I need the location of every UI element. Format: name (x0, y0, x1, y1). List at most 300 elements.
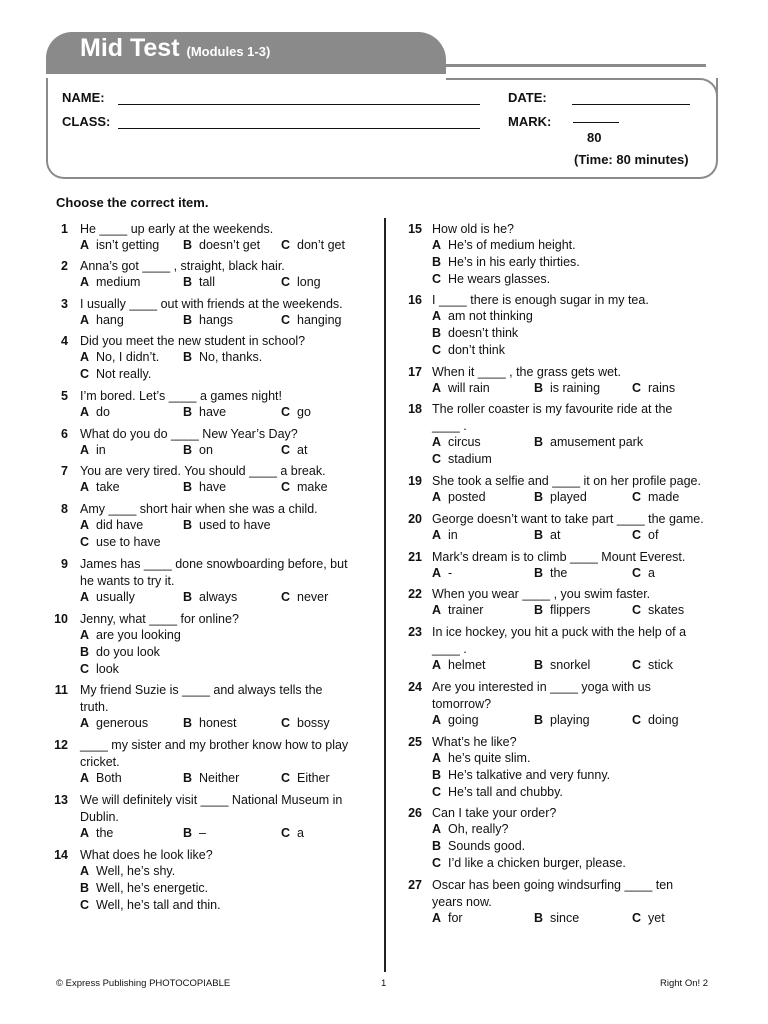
answer-option-c[interactable] (432, 452, 492, 466)
option-text: at (297, 443, 308, 457)
option-text: circus (448, 435, 481, 449)
mark-field[interactable] (573, 122, 619, 123)
option-text: Well, he’s tall and thin. (96, 898, 221, 912)
option-text: I’d like a chicken burger, please. (448, 856, 626, 870)
column-divider (384, 218, 386, 972)
option-letter: A (80, 443, 90, 457)
option-letter: A (80, 590, 90, 604)
option-text: He’s in his early thirties. (448, 255, 580, 269)
option-letter: B (432, 768, 442, 782)
option-text: amusement park (550, 435, 644, 449)
answer-option-c[interactable] (281, 480, 328, 494)
answer-option-a[interactable] (432, 713, 479, 727)
option-letter: C (632, 566, 642, 580)
question-number: 26 (408, 806, 422, 820)
answer-option-a[interactable] (432, 435, 481, 449)
option-text: played (550, 490, 587, 504)
answer-option-b[interactable] (534, 435, 643, 449)
class-field[interactable] (118, 128, 480, 129)
option-letter: B (183, 480, 193, 494)
question-number: 19 (408, 474, 422, 488)
option-letter: A (432, 713, 442, 727)
option-text: are you looking (96, 628, 181, 642)
option-letter: C (281, 716, 291, 730)
option-letter: A (80, 628, 90, 642)
option-text: do (96, 405, 110, 419)
option-letter: C (632, 603, 642, 617)
answer-option-a[interactable] (432, 528, 458, 542)
option-text: Both (96, 771, 122, 785)
option-letter: A (432, 435, 442, 449)
answer-option-b[interactable] (432, 326, 518, 340)
option-text: He’s talkative and very funny. (448, 768, 611, 782)
option-letter: C (632, 528, 642, 542)
option-letter: C (432, 452, 442, 466)
question-number: 6 (61, 427, 68, 441)
question-number: 8 (61, 502, 68, 516)
question-text-continued: cricket. (80, 755, 120, 769)
option-text: doing (648, 713, 679, 727)
answer-option-c[interactable] (281, 771, 330, 785)
option-text: go (297, 405, 311, 419)
option-text: don’t get (297, 238, 345, 252)
question-text: What does he look like? (80, 848, 213, 862)
answer-option-b[interactable] (432, 255, 580, 269)
option-letter: A (432, 381, 442, 395)
option-letter: B (432, 326, 442, 340)
answer-option-c[interactable] (80, 367, 151, 381)
question-text: Can I take your order? (432, 806, 557, 820)
answer-option-b[interactable] (432, 839, 525, 853)
option-letter: C (432, 272, 442, 286)
option-text: bossy (297, 716, 330, 730)
option-letter: B (183, 238, 193, 252)
question-number: 12 (54, 738, 68, 752)
question-number: 11 (54, 683, 68, 697)
answer-option-b[interactable] (534, 566, 567, 580)
option-letter: C (632, 911, 642, 925)
option-text: take (96, 480, 120, 494)
option-text: the (96, 826, 114, 840)
answer-option-a[interactable] (80, 590, 135, 604)
question-number: 7 (61, 464, 68, 478)
question-text: Are you interested in ____ yoga with us (432, 680, 651, 694)
option-letter: C (432, 856, 442, 870)
date-label: DATE: (508, 90, 547, 105)
option-letter: B (183, 313, 193, 327)
option-text: usually (96, 590, 135, 604)
option-letter: C (80, 367, 90, 381)
answer-option-c[interactable] (281, 826, 304, 840)
question-text: Jenny, what ____ for online? (80, 612, 239, 626)
mark-total: 80 (587, 130, 602, 145)
answer-option-a[interactable] (432, 751, 530, 765)
instruction: Choose the correct item. (56, 195, 209, 210)
footer-page-number: 1 (381, 978, 387, 989)
option-letter: C (281, 313, 291, 327)
option-text: for (448, 911, 463, 925)
answer-option-a[interactable] (432, 566, 452, 580)
student-info-box-corner (446, 78, 718, 96)
answer-option-c[interactable] (281, 716, 330, 730)
option-letter: C (80, 535, 90, 549)
answer-option-b[interactable] (534, 658, 590, 672)
option-text: trainer (448, 603, 484, 617)
option-text: Sounds good. (448, 839, 526, 853)
answer-option-a[interactable] (80, 771, 122, 785)
option-letter: C (632, 658, 642, 672)
option-text: of (648, 528, 659, 542)
time-limit: (Time: 80 minutes) (574, 152, 689, 167)
option-text: generous (96, 716, 149, 730)
option-text: Neither (199, 771, 240, 785)
option-letter: B (534, 911, 544, 925)
option-text: use to have (96, 535, 161, 549)
option-letter: B (183, 350, 193, 364)
answer-option-a[interactable] (80, 238, 159, 252)
option-text: No, I didn’t. (96, 350, 160, 364)
answer-option-a[interactable] (432, 381, 490, 395)
answer-option-b[interactable] (534, 528, 560, 542)
answer-option-a[interactable] (432, 911, 463, 925)
answer-option-c[interactable] (632, 566, 655, 580)
option-text: in (96, 443, 106, 457)
option-text: stadium (448, 452, 492, 466)
answer-option-c[interactable] (632, 603, 684, 617)
answer-option-b[interactable] (534, 713, 590, 727)
question-text: He ____ up early at the weekends. (80, 222, 274, 236)
page-subtitle: (Modules 1-3) (186, 44, 271, 59)
answer-option-c[interactable] (632, 713, 679, 727)
question-text: In ice hockey, you hit a puck with the help of a (432, 625, 687, 639)
page-title: Mid Test (Modules 1-3) (80, 34, 271, 62)
question-text: ____ my sister and my brother know how to play (80, 738, 349, 752)
question-number: 17 (408, 365, 422, 379)
answer-option-a[interactable] (80, 716, 148, 730)
answer-option-a[interactable] (432, 309, 533, 323)
option-text: – (199, 826, 206, 840)
answer-option-c[interactable] (432, 856, 626, 870)
answer-option-b[interactable] (534, 603, 590, 617)
option-letter: C (281, 771, 291, 785)
option-letter: B (534, 603, 544, 617)
answer-option-c[interactable] (632, 528, 658, 542)
question-number: 15 (408, 222, 422, 236)
option-letter: C (80, 898, 90, 912)
option-text: yet (648, 911, 665, 925)
answer-option-c[interactable] (632, 381, 675, 395)
question-text: James has ____ done snowboarding before, but (80, 557, 348, 571)
option-letter: A (80, 480, 90, 494)
option-text: Well, he’s energetic. (96, 881, 209, 895)
answer-option-a[interactable] (80, 443, 106, 457)
question-number: 16 (408, 293, 422, 307)
answer-option-b[interactable] (534, 490, 587, 504)
option-letter: A (432, 528, 442, 542)
answer-option-b[interactable] (183, 275, 215, 289)
option-text: a (648, 566, 655, 580)
answer-option-c[interactable] (281, 590, 328, 604)
answer-option-a[interactable] (80, 518, 143, 532)
option-letter: B (80, 881, 90, 895)
answer-option-c[interactable] (80, 535, 161, 549)
answer-option-a[interactable] (80, 275, 140, 289)
answer-option-b[interactable] (183, 480, 226, 494)
question-text: What do you do ____ New Year’s Day? (80, 427, 298, 441)
option-text: on (199, 443, 213, 457)
option-text: long (297, 275, 321, 289)
option-text: made (648, 490, 680, 504)
option-letter: C (632, 381, 642, 395)
question-text: Anna’s got ____ , straight, black hair. (80, 259, 285, 273)
answer-option-a[interactable] (432, 658, 486, 672)
option-letter: B (534, 435, 544, 449)
question-number: 23 (408, 625, 422, 639)
question-text-continued: Dublin. (80, 810, 119, 824)
option-text: don’t think (448, 343, 505, 357)
option-letter: B (534, 713, 544, 727)
answer-option-c[interactable] (632, 490, 679, 504)
question-text: Amy ____ short hair when she was a child. (80, 502, 318, 516)
option-letter: C (281, 275, 291, 289)
option-text: posted (448, 490, 486, 504)
option-letter: A (432, 566, 442, 580)
question-number: 3 (61, 297, 68, 311)
question-text-continued: years now. (432, 895, 492, 909)
answer-option-b[interactable] (183, 443, 213, 457)
question-number: 14 (54, 848, 68, 862)
answer-option-a[interactable] (80, 864, 175, 878)
question-text: She took a selfie and ____ it on her profile page. (432, 474, 701, 488)
answer-option-a[interactable] (432, 822, 508, 836)
option-text: Not really. (96, 367, 152, 381)
option-text: hangs (199, 313, 234, 327)
option-letter: C (632, 713, 642, 727)
answer-option-b[interactable] (80, 645, 160, 659)
option-text: at (550, 528, 561, 542)
answer-option-b[interactable] (183, 518, 271, 532)
option-letter: A (80, 350, 90, 364)
question-text: My friend Suzie is ____ and always tells the (80, 683, 323, 697)
answer-option-b[interactable] (183, 826, 206, 840)
option-letter: B (534, 658, 544, 672)
question-text: I usually ____ out with friends at the weekends. (80, 297, 343, 311)
answer-option-c[interactable] (281, 443, 307, 457)
option-text: hanging (297, 313, 342, 327)
footer-book-title: Right On! 2 (660, 978, 709, 989)
option-letter: B (80, 645, 90, 659)
option-text: He’s of medium height. (448, 238, 576, 252)
question-number: 2 (61, 259, 68, 273)
option-letter: B (183, 826, 193, 840)
option-text: He wears glasses. (448, 272, 551, 286)
question-text: You are very tired. You should ____ a break. (80, 464, 326, 478)
option-letter: C (632, 490, 642, 504)
answer-option-b[interactable] (183, 716, 237, 730)
option-letter: A (432, 309, 442, 323)
option-letter: B (183, 443, 193, 457)
option-letter: B (432, 839, 442, 853)
option-text: am not thinking (448, 309, 533, 323)
option-text: have (199, 405, 227, 419)
question-number: 18 (408, 402, 422, 416)
name-label: NAME: (62, 90, 105, 105)
question-number: 27 (408, 878, 422, 892)
name-field[interactable] (118, 104, 480, 105)
answer-option-b[interactable] (183, 350, 262, 364)
answer-option-c[interactable] (281, 275, 321, 289)
option-text: helmet (448, 658, 486, 672)
option-letter: A (432, 658, 442, 672)
option-text: stick (648, 658, 673, 672)
answer-option-c[interactable] (432, 785, 563, 799)
question-text: Mark’s dream is to climb ____ Mount Everest. (432, 550, 686, 564)
question-number: 20 (408, 512, 422, 526)
option-text: playing (550, 713, 590, 727)
question-text: How old is he? (432, 222, 514, 236)
option-text: look (96, 662, 119, 676)
question-number: 25 (408, 735, 422, 749)
option-letter: B (183, 590, 193, 604)
option-text: the (550, 566, 568, 580)
answer-option-b[interactable] (534, 381, 600, 395)
option-letter: A (80, 771, 90, 785)
question-text-continued: he wants to try it. (80, 574, 175, 588)
answer-option-a[interactable] (432, 238, 576, 252)
answer-option-c[interactable] (281, 313, 342, 327)
option-letter: B (534, 528, 544, 542)
answer-option-a[interactable] (80, 350, 159, 364)
option-letter: B (183, 405, 193, 419)
option-text: is raining (550, 381, 601, 395)
option-letter: B (183, 771, 193, 785)
question-text: What’s he like? (432, 735, 517, 749)
option-letter: A (80, 313, 90, 327)
option-letter: B (534, 490, 544, 504)
question-text: When you wear ____ , you swim faster. (432, 587, 651, 601)
option-text: - (448, 566, 453, 580)
option-text: medium (96, 275, 141, 289)
question-text-continued: truth. (80, 700, 109, 714)
question-number: 10 (54, 612, 68, 626)
option-text: used to have (199, 518, 271, 532)
option-text: will rain (448, 381, 490, 395)
option-letter: A (432, 822, 442, 836)
option-text: Either (297, 771, 330, 785)
question-number: 1 (61, 222, 68, 236)
option-letter: A (432, 238, 442, 252)
answer-option-c[interactable] (80, 898, 221, 912)
option-text: doesn’t get (199, 238, 261, 252)
answer-option-a[interactable] (80, 628, 181, 642)
answer-option-b[interactable] (183, 313, 233, 327)
question-text: I ____ there is enough sugar in my tea. (432, 293, 649, 307)
question-number: 21 (408, 550, 422, 564)
answer-option-b[interactable] (183, 590, 237, 604)
option-text: going (448, 713, 479, 727)
answer-option-b[interactable] (432, 768, 610, 782)
option-text: never (297, 590, 329, 604)
question-text-continued: tomorrow? (432, 697, 492, 711)
answer-option-c[interactable] (281, 405, 311, 419)
option-letter: A (432, 603, 442, 617)
answer-option-a[interactable] (432, 603, 483, 617)
option-text: did have (96, 518, 144, 532)
answer-option-c[interactable] (432, 272, 550, 286)
question-text: When it ____ , the grass gets wet. (432, 365, 621, 379)
option-text: do you look (96, 645, 160, 659)
answer-option-b[interactable] (183, 238, 260, 252)
option-letter: C (281, 826, 291, 840)
option-text: snorkel (550, 658, 591, 672)
option-letter: C (432, 785, 442, 799)
option-letter: B (432, 255, 442, 269)
option-letter: B (534, 566, 544, 580)
question-number: 22 (408, 587, 422, 601)
option-letter: B (534, 381, 544, 395)
mark-label: MARK: (508, 114, 552, 129)
option-text: a (297, 826, 304, 840)
answer-option-c[interactable] (80, 662, 119, 676)
option-text: have (199, 480, 227, 494)
answer-option-c[interactable] (632, 911, 665, 925)
answer-option-b[interactable] (80, 881, 208, 895)
option-letter: A (80, 238, 90, 252)
option-letter: B (183, 716, 193, 730)
answer-option-a[interactable] (432, 490, 486, 504)
question-text: Did you meet the new student in school? (80, 334, 306, 348)
question-text: We will definitely visit ____ National Museum in (80, 793, 343, 807)
answer-option-a[interactable] (80, 405, 110, 419)
option-letter: A (432, 490, 442, 504)
answer-option-b[interactable] (534, 911, 579, 925)
option-letter: A (432, 751, 442, 765)
question-text-continued: ____ . (432, 642, 467, 656)
option-letter: C (432, 343, 442, 357)
question-text: The roller coaster is my favourite ride at the (432, 402, 673, 416)
question-text: I’m bored. Let’s ____ a games night! (80, 389, 282, 403)
question-text-continued: ____ . (432, 419, 467, 433)
option-letter: A (80, 275, 90, 289)
option-letter: B (183, 518, 193, 532)
answer-option-a[interactable] (80, 313, 124, 327)
answer-option-c[interactable] (432, 343, 505, 357)
option-text: always (199, 590, 238, 604)
option-letter: A (80, 405, 90, 419)
option-text: Oh, really? (448, 822, 509, 836)
option-letter: C (80, 662, 90, 676)
option-text: Well, he’s shy. (96, 864, 176, 878)
answer-option-c[interactable] (632, 658, 673, 672)
option-letter: C (281, 480, 291, 494)
date-field[interactable] (572, 104, 690, 105)
answer-option-a[interactable] (80, 480, 120, 494)
question-number: 4 (61, 334, 68, 348)
answer-option-c[interactable] (281, 238, 345, 252)
option-letter: C (281, 238, 291, 252)
answer-option-b[interactable] (183, 405, 226, 419)
option-letter: C (281, 590, 291, 604)
option-text: honest (199, 716, 237, 730)
option-letter: A (80, 518, 90, 532)
option-text: rains (648, 381, 676, 395)
class-label: CLASS: (62, 114, 111, 129)
answer-option-a[interactable] (80, 826, 113, 840)
answer-option-b[interactable] (183, 771, 239, 785)
option-text: doesn’t think (448, 326, 519, 340)
option-text: he’s quite slim. (448, 751, 531, 765)
footer-copyright: © Express Publishing PHOTOCOPIABLE (56, 978, 231, 989)
